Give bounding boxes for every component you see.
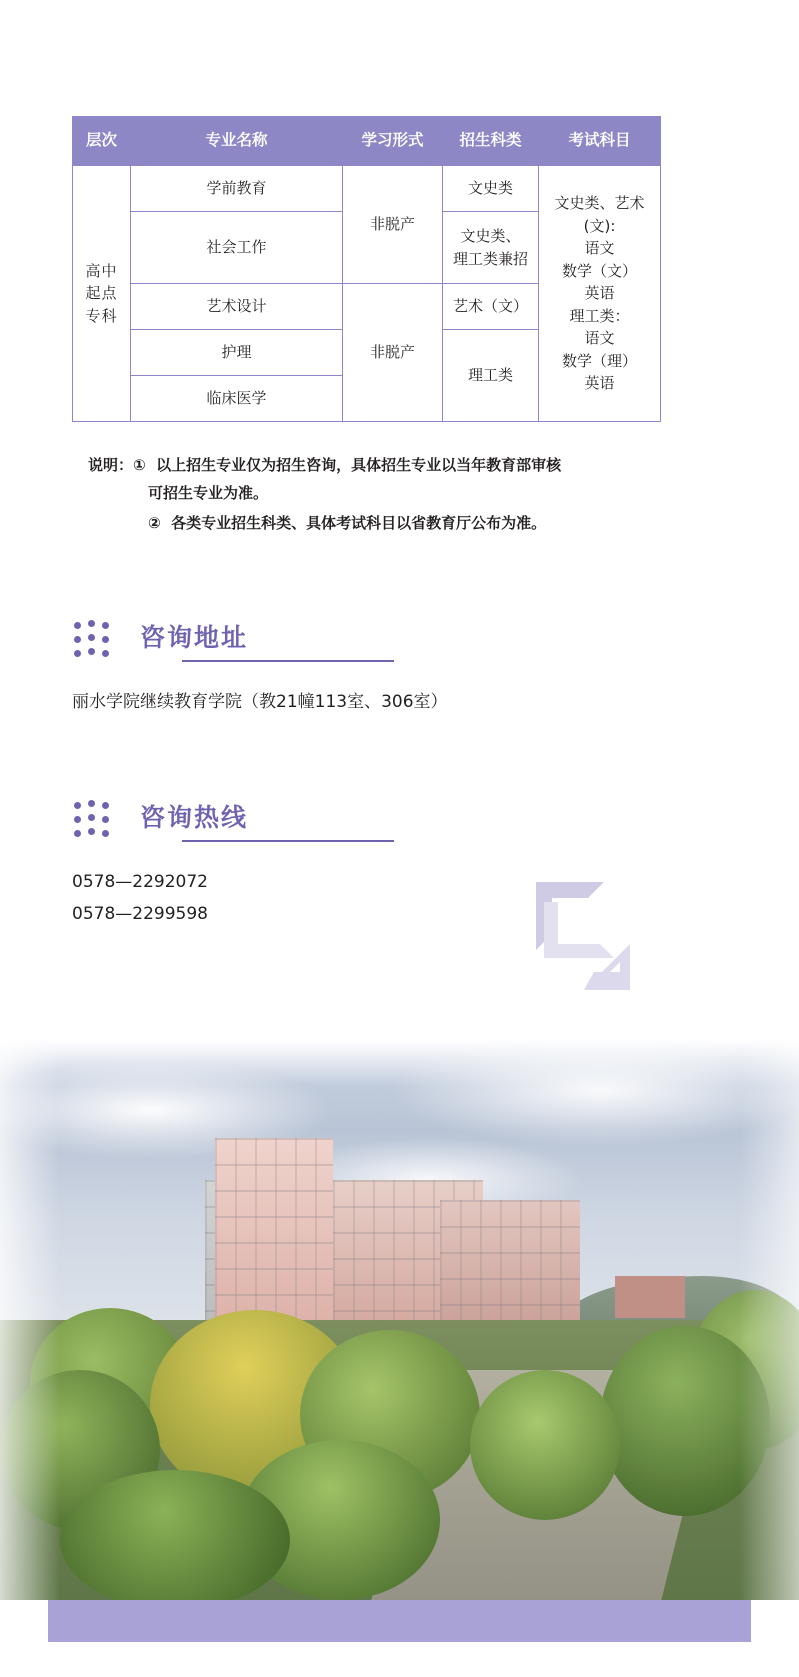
- cell-category: 艺术（文）: [443, 284, 539, 330]
- note-1-number: ①: [133, 456, 146, 474]
- header-level: 层次: [73, 117, 131, 166]
- section-address-body: 丽水学院继续教育学院（教21幢113室、306室）: [72, 692, 448, 712]
- photo-building-distant: [615, 1276, 685, 1318]
- photo-building-far: [440, 1200, 580, 1330]
- dots-decoration-icon: [72, 620, 120, 662]
- cell-major: 临床医学: [131, 376, 343, 422]
- cell-form: 非脱产: [343, 284, 443, 422]
- note-line-2: [88, 510, 688, 538]
- header-subjects: 考试科目: [539, 117, 661, 166]
- photo-right-fade: [739, 1040, 799, 1600]
- photo-tree: [60, 1470, 290, 1600]
- cell-subjects: 文史类、艺术(文): 语文 数学（文） 英语 理工类： 语文 数学（理） 英语: [539, 166, 661, 422]
- hotline-1: 0578—2292072: [72, 872, 208, 892]
- cell-level: 高中 起点 专科: [73, 166, 131, 422]
- photo-tree: [470, 1370, 620, 1520]
- majors-table-container: [72, 116, 660, 422]
- note-1-text: 以上招生专业仅为招生咨询，具体招生专业以当年教育部审核: [156, 456, 562, 474]
- header-form: 学习形式: [343, 117, 443, 166]
- campus-photo: [0, 1040, 799, 1600]
- hotline-2: 0578—2299598: [72, 904, 208, 925]
- table-header-row: [73, 117, 661, 166]
- arrows-decoration-icon: [528, 872, 638, 997]
- cell-major: 护理: [131, 330, 343, 376]
- section-hotline-body: [72, 866, 208, 931]
- notes-label: 说明：: [88, 456, 134, 474]
- section-hotline-rule: [182, 840, 394, 842]
- table-head: [73, 117, 661, 166]
- footer-bar: [48, 1600, 751, 1642]
- table-row: [73, 166, 661, 212]
- cell-category: 理工类: [443, 330, 539, 422]
- note-2-text: 各类专业招生科类、具体考试科目以省教育厅公布为准。: [171, 513, 547, 532]
- table-body: [73, 166, 661, 422]
- cell-category: 文史类、 理工类兼招: [443, 212, 539, 284]
- photo-left-fade: [0, 1040, 60, 1600]
- cell-major: 社会工作: [131, 212, 343, 284]
- photo-top-fade: [0, 1040, 799, 1086]
- cell-form: 非脱产: [343, 166, 443, 284]
- footer-white-strip: [0, 1642, 799, 1677]
- section-address-rule: [182, 660, 394, 662]
- majors-table: [72, 116, 661, 422]
- dots-decoration-icon: [72, 800, 120, 842]
- section-hotline-header: [72, 792, 672, 854]
- section-address-header: [72, 612, 672, 674]
- note-line-1: [88, 452, 688, 480]
- section-hotline: [72, 792, 672, 925]
- section-hotline-title: 咨询热线: [140, 803, 249, 832]
- section-address: [72, 612, 672, 712]
- header-major: 专业名称: [131, 117, 343, 166]
- header-category: 招生科类: [443, 117, 539, 166]
- photo-building-main: [215, 1138, 333, 1334]
- notes-block: [88, 452, 688, 537]
- section-address-title: 咨询地址: [140, 623, 249, 652]
- cell-category: 文史类: [443, 166, 539, 212]
- cell-major: 艺术设计: [131, 284, 343, 330]
- note-line-1-cont: 可招生专业为准。: [148, 483, 269, 502]
- note-2-number: ②: [148, 513, 161, 532]
- cell-major: 学前教育: [131, 166, 343, 212]
